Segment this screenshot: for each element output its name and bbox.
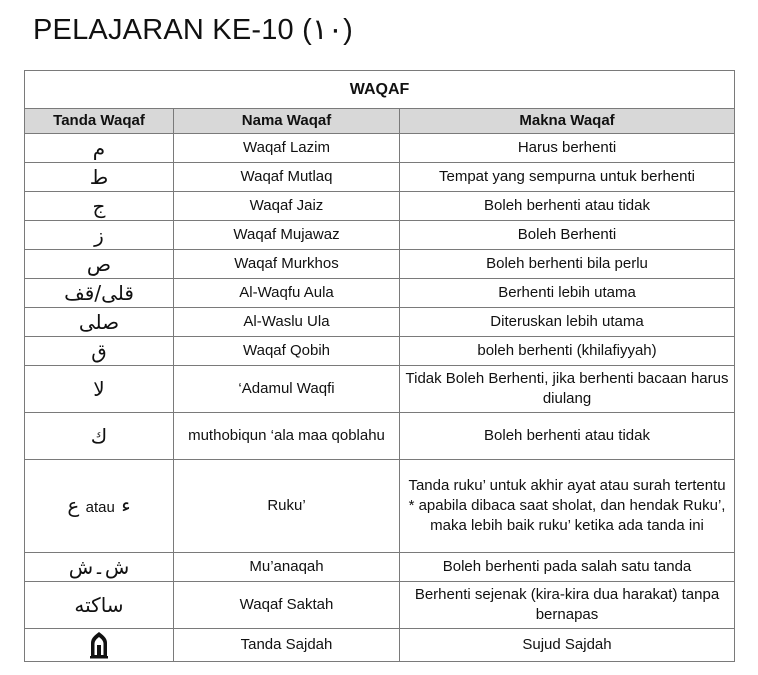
waqaf-name: Tanda Sajdah — [174, 629, 400, 662]
table-title: WAQAF — [25, 71, 735, 109]
waqaf-sign — [25, 460, 174, 553]
table-row — [25, 629, 735, 662]
waqaf-name: Waqaf Mutlaq — [174, 163, 400, 192]
waqaf-sign: قلى/قف — [25, 279, 174, 308]
column-header-nama: Nama Waqaf — [174, 109, 400, 134]
waqaf-sign: م — [25, 134, 174, 163]
table-row — [25, 221, 735, 250]
waqaf-meaning: Berhenti lebih utama — [400, 279, 735, 308]
waqaf-sign: لا — [25, 366, 174, 413]
table-row — [25, 163, 735, 192]
waqaf-name: Mu’anaqah — [174, 553, 400, 582]
column-header-makna: Makna Waqaf — [400, 109, 735, 134]
table-row — [25, 250, 735, 279]
waqaf-meaning: Boleh berhenti bila perlu — [400, 250, 735, 279]
table-row — [25, 337, 735, 366]
table-row — [25, 582, 735, 629]
page-title: PELAJARAN KE-10 (١٠) — [33, 14, 354, 46]
waqaf-name: Al-Waqfu Aula — [174, 279, 400, 308]
waqaf-sign: صلى — [25, 308, 174, 337]
waqaf-sign-hamza: ء — [121, 492, 131, 517]
waqaf-sign-ain: ع — [67, 492, 80, 517]
waqaf-meaning: Boleh Berhenti — [400, 221, 735, 250]
waqaf-table — [24, 70, 735, 662]
table-row — [25, 308, 735, 337]
waqaf-sign-separator: atau — [85, 498, 115, 516]
table-row — [25, 279, 735, 308]
waqaf-sign — [25, 629, 174, 662]
column-header-tanda: Tanda Waqaf — [25, 109, 174, 134]
waqaf-name: Waqaf Qobih — [174, 337, 400, 366]
waqaf-name: Ruku’ — [174, 460, 400, 553]
waqaf-name: ‘Adamul Waqfi — [174, 366, 400, 413]
waqaf-sign: ش۔ش — [25, 553, 174, 582]
waqaf-sign: ص — [25, 250, 174, 279]
waqaf-name: Waqaf Mujawaz — [174, 221, 400, 250]
sajdah-mihrab-icon — [88, 631, 110, 659]
waqaf-meaning: Tanda ruku’ untuk akhir ayat atau surah tertentu * apabila dibaca saat sholat, dan hendak Ruku’, maka lebih baik ruku’ ketika ada tanda ini — [400, 460, 735, 553]
table-row — [25, 553, 735, 582]
waqaf-meaning: Diteruskan lebih utama — [400, 308, 735, 337]
waqaf-meaning: Harus berhenti — [400, 134, 735, 163]
waqaf-sign: ز — [25, 221, 174, 250]
waqaf-meaning: Sujud Sajdah — [400, 629, 735, 662]
waqaf-meaning: Tempat yang sempurna untuk berhenti — [400, 163, 735, 192]
waqaf-meaning: Boleh berhenti atau tidak — [400, 192, 735, 221]
table-row — [25, 192, 735, 221]
waqaf-meaning: Boleh berhenti atau tidak — [400, 413, 735, 460]
table-row — [25, 366, 735, 413]
waqaf-meaning: boleh berhenti (khilafiyyah) — [400, 337, 735, 366]
waqaf-sign: ساكته — [25, 582, 174, 629]
waqaf-sign: ك — [25, 413, 174, 460]
waqaf-meaning: Tidak Boleh Berhenti, jika berhenti bacaan harus diulang — [400, 366, 735, 413]
table-row — [25, 413, 735, 460]
waqaf-name: Waqaf Saktah — [174, 582, 400, 629]
waqaf-meaning: Berhenti sejenak (kira-kira dua harakat) tanpa bernapas — [400, 582, 735, 629]
waqaf-sign: ج — [25, 192, 174, 221]
waqaf-name: Al-Waslu Ula — [174, 308, 400, 337]
waqaf-name: Waqaf Jaiz — [174, 192, 400, 221]
table-row — [25, 134, 735, 163]
waqaf-sign: ط — [25, 163, 174, 192]
waqaf-name: muthobiqun ‘ala maa qoblahu — [174, 413, 400, 460]
waqaf-meaning: Boleh berhenti pada salah satu tanda — [400, 553, 735, 582]
waqaf-sign: ق — [25, 337, 174, 366]
waqaf-name: Waqaf Murkhos — [174, 250, 400, 279]
waqaf-name: Waqaf Lazim — [174, 134, 400, 163]
table-row — [25, 460, 735, 553]
